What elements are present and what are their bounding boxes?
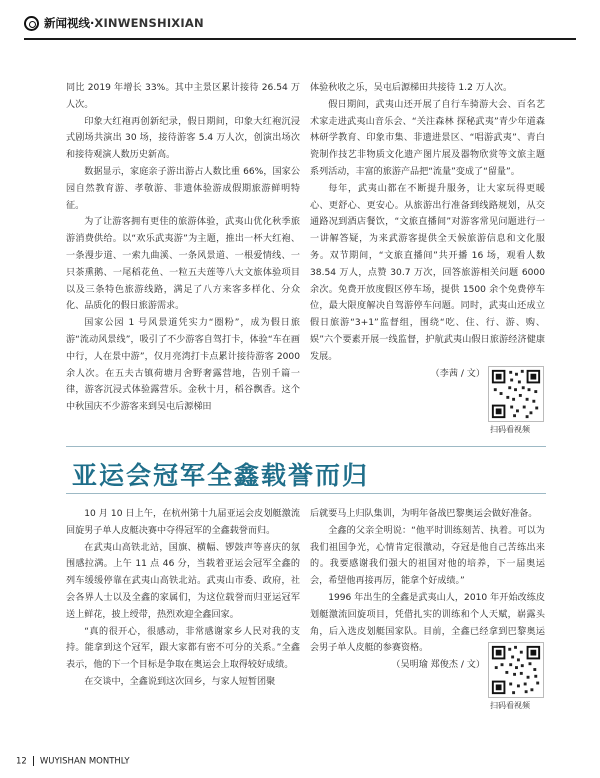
article2-title: 亚运会冠军全鑫载誉而归 xyxy=(72,461,370,490)
article2-signature: （吴明瑜 郑俊杰 / 文） xyxy=(391,660,485,671)
paragraph: 印象大红袍再创新纪录，假日期间，印象大红袍沉浸式剧场共演出 30 场，接待游客 5.4 万人次，创演出场次和接待观演人数历史新高。 xyxy=(66,116,300,161)
paragraph: 在交谈中，全鑫说到这次回乡，与家人短暂团聚 xyxy=(84,676,276,687)
page-header xyxy=(24,14,576,34)
paragraph: 假日期间，武夷山还开展了自行车骑游大会、百名艺术家走进武夷山音乐会、“关注森林 探秘武夷”青少年道森林研学教育、印象市集、非遗进景区、“唱游武夷”、青白瓷制作技艺非物质文化遗产图片展及器物欣赏等文旅主题系列活动，丰富的旅游产品把“流量”变成了“留量”。 xyxy=(310,99,545,177)
paragraph: 10 月 10 日上午，在杭州第十九届亚运会皮划艇激流回旋男子单人皮艇决赛中夺得冠军的全鑫载誉而归。 xyxy=(66,509,300,536)
qr-code-icon[interactable] xyxy=(488,366,544,422)
paragraph: 全鑫的父亲全明说：“他平时训练刻苦、执着。可以为我们祖国争光，心情肯定很激动，夺冠是他自己苦练出来的。我要感谢我们强大的祖国对他的培养，下一届奥运会，希望他再接再厉，能拿个好成绩。” xyxy=(310,525,545,587)
news-logo-icon xyxy=(24,16,39,31)
paragraph: 1996 年出生的全鑫是武夷山人，2010 年开始改练皮划艇激流回旋项目，凭借扎实的训练和个人天赋，崭露头角，后入选皮划艇国家队。目前，全鑫已经拿到巴黎奥运会男子单人皮艇的参赛资格。 xyxy=(310,592,545,654)
footer-separator xyxy=(33,756,34,766)
paragraph: 同比 2019 年增长 33%。其中主景区累计接待 26.54 万人次。 xyxy=(66,83,300,110)
paragraph: 数据显示，家庭亲子游出游占人数比重 66%，国家公园自然教育游、孝敬游、非遗体验游成假期旅游鲜明特征。 xyxy=(66,166,300,211)
title-underline xyxy=(66,493,546,494)
section-title: 新闻视线·XINWENSHIXIAN xyxy=(44,16,204,30)
article1-signature: （李茜 / 文） xyxy=(430,368,485,379)
section-divider xyxy=(66,446,546,447)
page-number: 12 xyxy=(16,756,27,766)
paragraph: 体验秋收之乐，吴屯后源梯田共接待 1.2 万人次。 xyxy=(310,83,513,93)
paragraph: 为了让游客拥有更佳的旅游体验，武夷山优化秋季旅游消费供给。以“欢乐武夷游”为主题，推出一杯大红袍、一条漫步道、一索九曲溪、一条风景道、一根爱情线、一只茶熏鹅、一尾稻花鱼、一粒五夫莲等八大文旅体验项目以及三条特色旅游线路，满足了八方来客多样化、分众化、品质化的假日旅游需求。 xyxy=(66,217,300,312)
qr-label: 扫码看视频 xyxy=(490,701,530,710)
paragraph: 每年，武夷山都在不断提升服务，让大家玩得更暖心、更舒心、更安心。从旅游出行准备到线路规划，从交通路况到酒店餐饮，“文旅直播间”对游客常见问题进行一一讲解答疑，为来武游客提供全天候旅游信息和文化服务。双节期间，“文旅直播间”共开播 16 场，观看人数 38.54 万人，点赞 30.7 万次，回答旅游相关问题 6000 余次。免费开放度假区停车场，提供 1500 余个免费停车位，最大限度解决自驾游停车问题。同时，武夷山还成立假日旅游“3+1”监督组，围绕“吃、住、行、游、购、娱”六个要素开展一线监督，护航武夷山假日旅游经济健康发展。 xyxy=(310,183,545,362)
article2-column-left xyxy=(66,506,300,691)
section-title-cn: 新闻视线 xyxy=(44,16,90,30)
paragraph: 在武夷山高铁北站，国旗、横幅、锣鼓声等喜庆的氛围感拉满。上午 11 点 46 分，当载着亚运会冠军全鑫的列车缓缓停靠在武夷山高铁北站。武夷山市委、政府，社会各界人士以及全鑫的家属们，为这位载誉而归亚运冠军送上鲜花，披上绶带，热烈欢迎全鑫回家。 xyxy=(66,542,300,620)
section-title-en: XINWENSHIXIAN xyxy=(94,16,204,30)
magazine-name: WUYISHAN MONTHLY xyxy=(39,756,130,766)
paragraph: 国家公园 1 号风景道凭实力“圈粉”，成为假日旅游“流动风景线”，吸引了不少游客自驾打卡，体验“车在画中行，人在景中游”，仅月亮湾打卡点累计接待游客 2000 余人次。在五夫古镇荷塘月舍野奢露营地，告别千篇一律，游客沉浸式体验露营乐。金秋十月，稻谷飘香。这个中秋国庆不少游客来到吴屯后源梯田 xyxy=(66,318,300,413)
paragraph: “真的很开心，很感动，非常感谢家乡人民对我的支持。能拿到这个冠军，跟大家都有密不可分的关系。”全鑫表示，他的下一个目标是争取在奥运会上取得较好成绩。 xyxy=(66,626,300,671)
header-rule xyxy=(24,38,576,40)
article1-column-right xyxy=(310,80,545,382)
article1-column-left xyxy=(66,80,300,416)
qr-code-icon[interactable] xyxy=(488,642,544,698)
paragraph: 后就要马上归队集训，为明年备战巴黎奥运会做好准备。 xyxy=(310,509,538,519)
qr-label: 扫码看视频 xyxy=(490,425,530,434)
page-footer xyxy=(16,756,130,767)
